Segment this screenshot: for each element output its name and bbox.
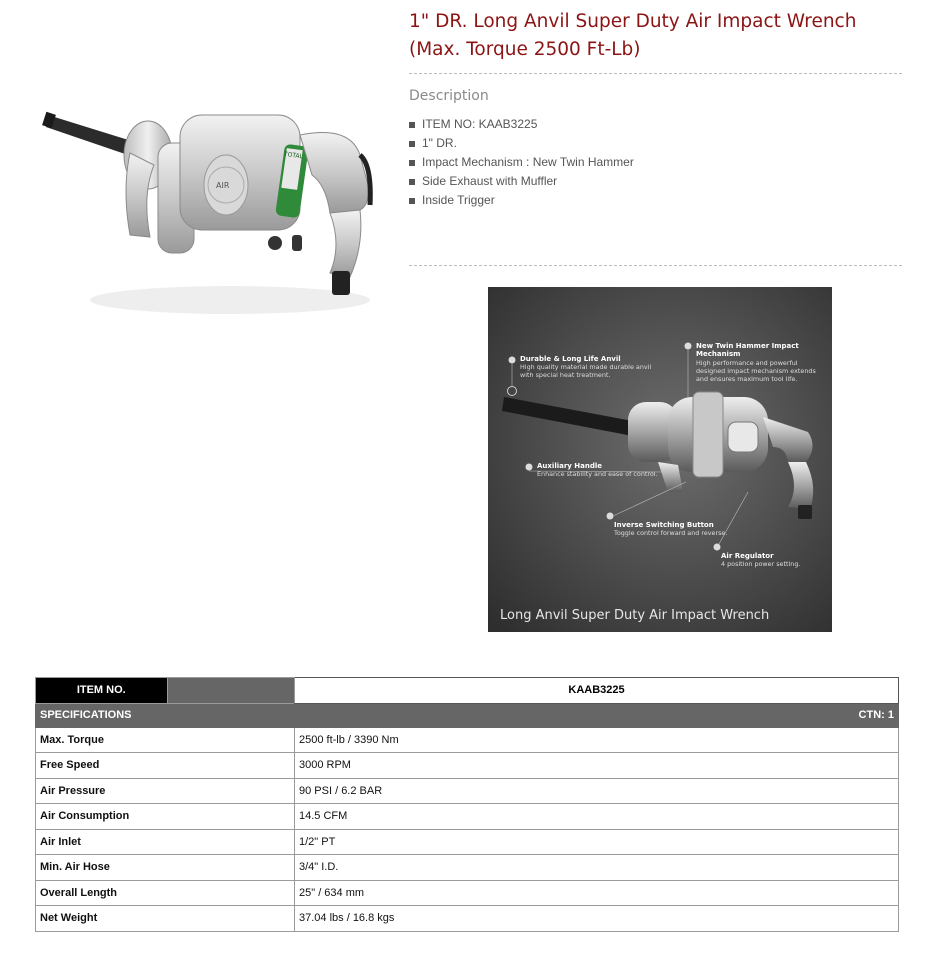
feature-caption: Long Anvil Super Duty Air Impact Wrench <box>500 608 770 623</box>
brand-logo-text: TOTAL <box>283 150 304 161</box>
callout-text: Enhance stability and ease of control. <box>537 470 658 478</box>
spec-value: 25" / 634 mm <box>295 880 899 906</box>
bullet-square-icon <box>409 198 415 204</box>
callout-title: Air Regulator <box>721 552 774 560</box>
list-item: ITEM NO: KAAB3225 <box>409 115 634 134</box>
description-heading: Description <box>409 88 489 104</box>
callout-title: Inverse Switching Button <box>614 521 714 529</box>
callout-text: with special heat treatment. <box>520 371 611 379</box>
spec-label: Max. Torque <box>36 727 295 753</box>
spec-label: Air Inlet <box>36 829 295 855</box>
spec-value: 90 PSI / 6.2 BAR <box>295 778 899 804</box>
list-item: Inside Trigger <box>409 191 634 210</box>
callout-title: Mechanism <box>696 350 741 358</box>
spec-value: 3/4" I.D. <box>295 855 899 881</box>
spec-label: Free Speed <box>36 753 295 779</box>
item-number-row <box>36 678 899 704</box>
divider <box>409 265 902 266</box>
table-row <box>36 753 899 779</box>
bullet-square-icon <box>409 160 415 166</box>
item-number-value: KAAB3225 <box>295 678 899 704</box>
table-row <box>36 855 899 881</box>
ctn-label: CTN: 1 <box>295 703 899 727</box>
item-number-label: ITEM NO. <box>36 678 168 704</box>
callout-text: Toggle control forward and reverse. <box>614 529 728 537</box>
spec-value: 14.5 CFM <box>295 804 899 830</box>
callout-text: High quality material made durable anvil <box>520 363 652 371</box>
spec-label: Overall Length <box>36 880 295 906</box>
product-title: 1" DR. Long Anvil Super Duty Air Impact Wrench (Max. Torque 2500 Ft-Lb) <box>409 11 857 60</box>
product-image[interactable] <box>30 95 385 330</box>
bullet-square-icon <box>409 141 415 147</box>
bullet-square-icon <box>409 122 415 128</box>
spec-label: Air Consumption <box>36 804 295 830</box>
header-spacer <box>167 678 294 704</box>
callout-title: New Twin Hammer Impact <box>696 342 799 350</box>
table-row <box>36 906 899 932</box>
spec-value: 1/2" PT <box>295 829 899 855</box>
spec-label: Air Pressure <box>36 778 295 804</box>
table-row <box>36 778 899 804</box>
specifications-table <box>35 677 899 932</box>
divider <box>409 73 902 74</box>
list-item: Impact Mechanism : New Twin Hammer <box>409 153 634 172</box>
callout-text: 4 position power setting. <box>721 560 801 568</box>
spec-label: Net Weight <box>36 906 295 932</box>
spec-label: Min. Air Hose <box>36 855 295 881</box>
bullet-square-icon <box>409 179 415 185</box>
feature-diagram-image[interactable] <box>488 287 832 632</box>
specifications-header-row <box>36 703 899 727</box>
table-row <box>36 880 899 906</box>
callout-text: designed impact mechanism extends <box>696 367 816 375</box>
description-list <box>409 115 634 210</box>
air-label: AIR <box>216 181 230 190</box>
table-row <box>36 727 899 753</box>
specifications-label: SPECIFICATIONS <box>36 703 295 727</box>
table-row <box>36 829 899 855</box>
spec-value: 3000 RPM <box>295 753 899 779</box>
callout-title: Durable & Long Life Anvil <box>520 355 621 363</box>
table-row <box>36 804 899 830</box>
callout-text: High performance and powerful <box>696 359 798 367</box>
impact-wrench-illustration <box>30 95 385 330</box>
callout-text: and ensures maximum tool life. <box>696 375 798 383</box>
spec-value: 2500 ft-lb / 3390 Nm <box>295 727 899 753</box>
list-item: Side Exhaust with Muffler <box>409 172 634 191</box>
list-item: 1" DR. <box>409 134 634 153</box>
spec-value: 37.04 lbs / 16.8 kgs <box>295 906 899 932</box>
callout-title: Auxiliary Handle <box>537 462 603 470</box>
